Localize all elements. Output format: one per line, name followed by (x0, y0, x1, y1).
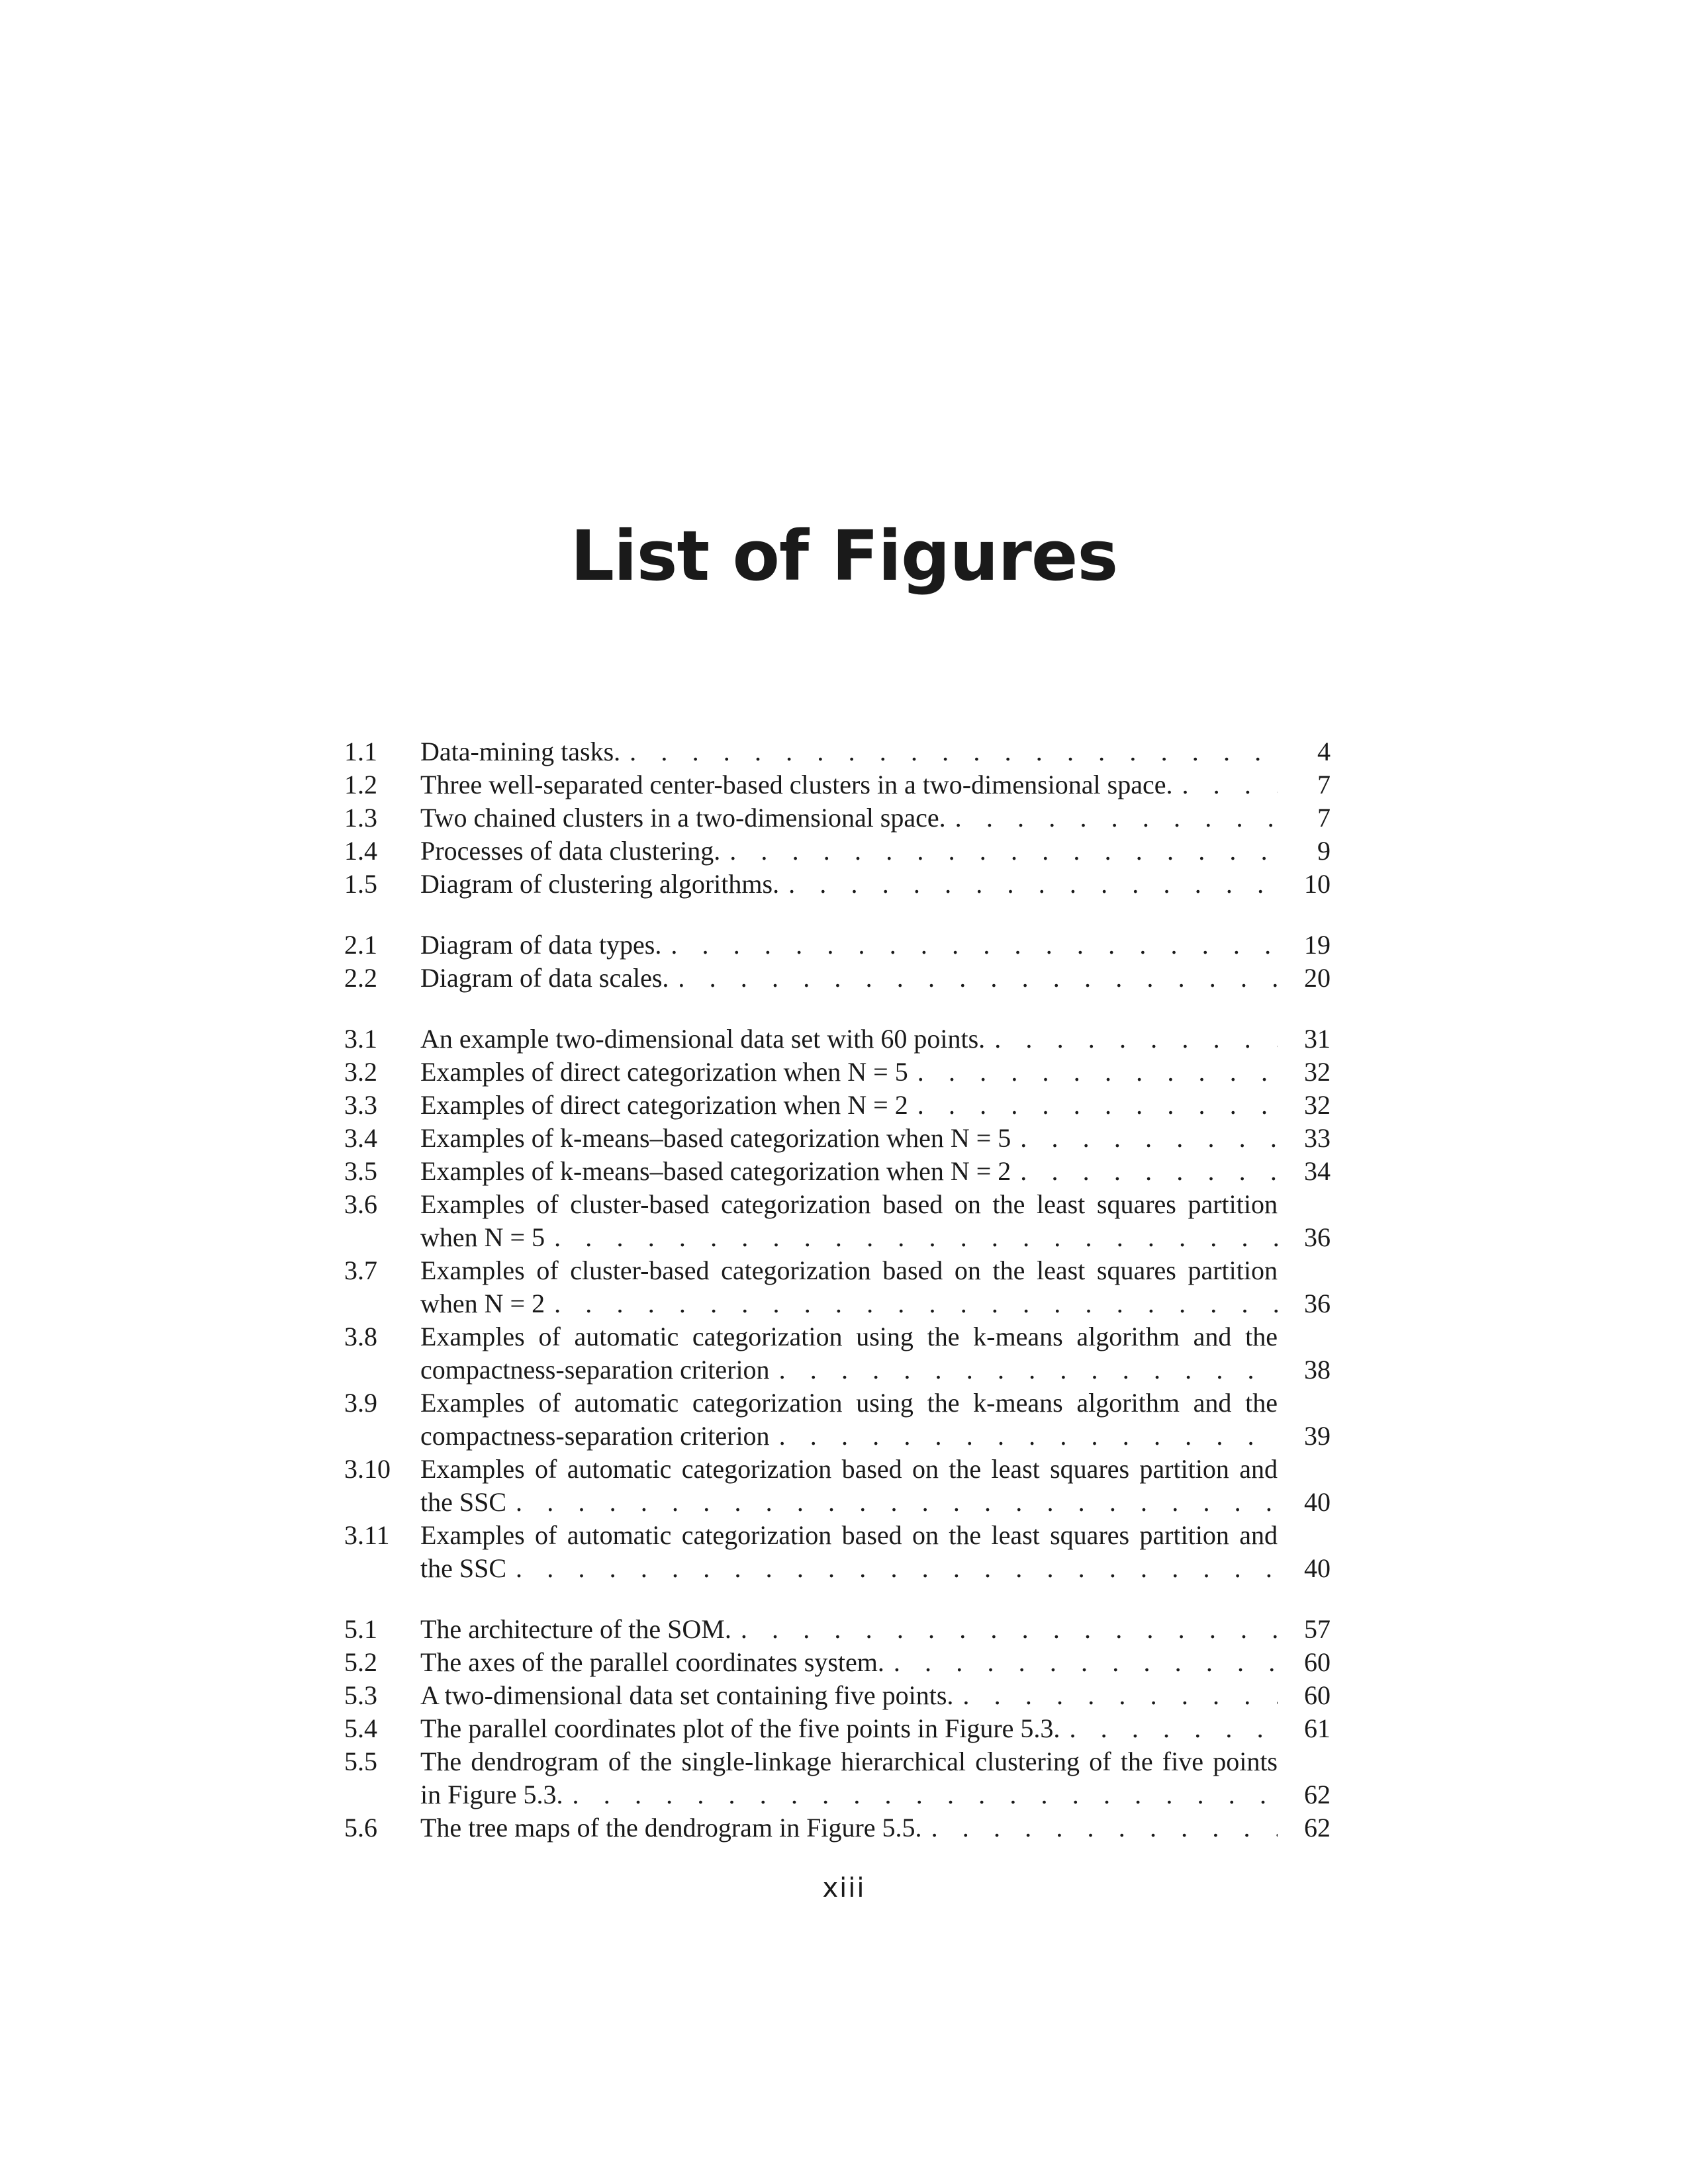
page-title: List of Figures (570, 516, 1118, 596)
caption-line: The dendrogram of the single-linkage hierarchical clustering of the five points (420, 1747, 1278, 1776)
caption-line (420, 1811, 1278, 1844)
caption-text: An example two-dimensional data set with 60 points. (420, 1024, 986, 1054)
caption-line: Examples of cluster-based categorization based on the least squares partition (420, 1255, 1278, 1285)
dot-leader (506, 1486, 1278, 1519)
figure-number: 1.5 (344, 869, 377, 899)
figure-entry[interactable] (344, 1453, 1331, 1519)
page-ref: 40 (1304, 1487, 1331, 1517)
dot-leader (770, 1353, 1278, 1387)
caption-text: when N = 2 (420, 1289, 545, 1318)
figure-caption (420, 929, 1278, 962)
figure-number: 3.3 (344, 1090, 377, 1120)
caption-text: The axes of the parallel coordinates system. (420, 1647, 884, 1677)
caption-line (420, 1056, 1278, 1089)
caption-text: Examples of k-means–based categorization when N = 5 (420, 1123, 1011, 1153)
dot-leader (720, 835, 1278, 868)
caption-line (420, 962, 1278, 995)
dot-leader (620, 735, 1278, 768)
figure-entry[interactable] (344, 735, 1331, 768)
caption-line: Examples of automatic categorization based on the least squares partition and (420, 1520, 1278, 1550)
figure-caption (420, 1646, 1278, 1679)
dot-leader (922, 1811, 1278, 1844)
figure-number: 1.3 (344, 803, 377, 833)
figure-caption (420, 1089, 1278, 1122)
figure-number: 2.1 (344, 930, 377, 960)
page-ref: 19 (1304, 930, 1331, 960)
figure-entry[interactable] (344, 1811, 1331, 1844)
figure-number: 5.1 (344, 1614, 377, 1644)
caption-line (420, 1420, 1278, 1453)
caption-line (420, 1023, 1278, 1056)
caption-line (420, 835, 1278, 868)
caption-text: Data-mining tasks. (420, 737, 621, 766)
page-ref: 4 (1317, 737, 1331, 766)
caption-line (420, 1646, 1278, 1679)
page-ref: 32 (1304, 1090, 1331, 1120)
caption-text: Diagram of clustering algorithms. (420, 869, 780, 899)
dot-leader (731, 1613, 1278, 1646)
dot-leader (1060, 1712, 1278, 1745)
figure-caption (420, 768, 1278, 801)
caption-line (420, 768, 1278, 801)
figure-entry[interactable] (344, 1155, 1331, 1188)
caption-text: The parallel coordinates plot of the five points in Figure 5.3. (420, 1713, 1060, 1743)
caption-text: A two-dimensional data set containing five points. (420, 1680, 954, 1710)
dot-leader (985, 1023, 1278, 1056)
figure-caption (420, 1679, 1278, 1712)
dot-leader (1011, 1122, 1278, 1155)
page-ref: 31 (1304, 1024, 1331, 1054)
figure-entry[interactable] (344, 1646, 1331, 1679)
caption-text: Two chained clusters in a two-dimensional space. (420, 803, 946, 833)
caption-line: Examples of automatic categorization using the k-means algorithm and the (420, 1388, 1278, 1418)
caption-text: The tree maps of the dendrogram in Figure 5.5. (420, 1813, 922, 1843)
caption-text: Diagram of data scales. (420, 963, 669, 993)
caption-text: Three well-separated center-based clusters in a two-dimensional space. (420, 770, 1173, 799)
page-ref: 20 (1304, 963, 1331, 993)
figure-entry[interactable] (344, 1712, 1331, 1745)
caption-line (420, 1221, 1278, 1254)
caption-text: the SSC (420, 1487, 507, 1517)
figure-caption (420, 1188, 1278, 1254)
figure-number: 5.4 (344, 1713, 377, 1743)
dot-leader (545, 1287, 1278, 1320)
page-ref: 10 (1304, 869, 1331, 899)
dot-leader (884, 1646, 1278, 1679)
caption-line: Examples of automatic categorization using the k-means algorithm and the (420, 1322, 1278, 1351)
caption-line (420, 1287, 1278, 1320)
figure-caption (420, 1519, 1278, 1585)
figure-caption (420, 1453, 1278, 1519)
figure-group (344, 929, 1331, 995)
figure-caption (420, 1023, 1278, 1056)
page-ref: 36 (1304, 1289, 1331, 1318)
figure-caption (420, 735, 1278, 768)
page-ref: 61 (1304, 1713, 1331, 1743)
caption-line (420, 1613, 1278, 1646)
page-ref: 32 (1304, 1057, 1331, 1087)
figure-number: 3.7 (344, 1255, 377, 1285)
caption-line (420, 1353, 1278, 1387)
page-ref: 62 (1304, 1780, 1331, 1809)
caption-line (420, 1552, 1278, 1585)
figure-caption (420, 1745, 1278, 1811)
caption-text: The architecture of the SOM. (420, 1614, 731, 1644)
figure-number: 1.1 (344, 737, 377, 766)
figure-caption (420, 1254, 1278, 1320)
figure-group (344, 1613, 1331, 1844)
figure-caption (420, 868, 1278, 901)
figure-number: 5.5 (344, 1747, 377, 1776)
figure-caption (420, 1155, 1278, 1188)
figure-number: 3.4 (344, 1123, 377, 1153)
page-ref: 33 (1304, 1123, 1331, 1153)
figure-entry[interactable] (344, 835, 1331, 868)
figure-entry[interactable] (344, 1519, 1331, 1585)
dot-leader (1011, 1155, 1278, 1188)
figure-number: 3.1 (344, 1024, 377, 1054)
caption-line (420, 1712, 1278, 1745)
figure-caption (420, 1387, 1278, 1453)
figure-entry[interactable] (344, 1089, 1331, 1122)
caption-line (420, 1155, 1278, 1188)
figure-entry[interactable] (344, 768, 1331, 801)
figure-caption (420, 1320, 1278, 1387)
page-ref: 38 (1304, 1355, 1331, 1385)
figure-entry[interactable] (344, 962, 1331, 995)
caption-text: Examples of k-means–based categorization when N = 2 (420, 1156, 1011, 1186)
figure-number: 1.2 (344, 770, 377, 799)
page-ref: 7 (1317, 803, 1331, 833)
figure-number: 3.11 (344, 1520, 390, 1550)
caption-line (420, 1679, 1278, 1712)
figure-entry[interactable] (344, 1056, 1331, 1089)
figure-caption (420, 1056, 1278, 1089)
dot-leader (563, 1778, 1278, 1811)
dot-leader (506, 1552, 1278, 1585)
caption-text: Examples of direct categorization when N = 5 (420, 1057, 908, 1087)
dot-leader (908, 1089, 1278, 1122)
figure-entry[interactable] (344, 801, 1331, 835)
caption-text: Examples of direct categorization when N = 2 (420, 1090, 908, 1120)
figure-caption (420, 801, 1278, 835)
caption-line (420, 801, 1278, 835)
caption-line (420, 868, 1278, 901)
figure-number: 3.10 (344, 1454, 391, 1484)
list-of-figures (344, 735, 1331, 1844)
dot-leader (953, 1679, 1278, 1712)
caption-line (420, 1486, 1278, 1519)
caption-line (420, 1778, 1278, 1811)
figure-entry[interactable] (344, 1745, 1331, 1811)
dot-leader (669, 962, 1278, 995)
figure-number: 3.9 (344, 1388, 377, 1418)
figure-caption (420, 1811, 1278, 1844)
caption-text: in Figure 5.3. (420, 1780, 563, 1809)
page-ref: 9 (1317, 836, 1331, 866)
page-ref: 60 (1304, 1680, 1331, 1710)
dot-leader (661, 929, 1278, 962)
caption-text: compactness-separation criterion (420, 1421, 770, 1451)
caption-text: the SSC (420, 1553, 507, 1583)
dot-leader (1172, 768, 1278, 801)
figure-number: 3.6 (344, 1189, 377, 1219)
caption-line: Examples of automatic categorization based on the least squares partition and (420, 1454, 1278, 1484)
dot-leader (779, 868, 1278, 901)
caption-line (420, 929, 1278, 962)
caption-text: compactness-separation criterion (420, 1355, 770, 1385)
figure-number: 5.2 (344, 1647, 377, 1677)
caption-text: when N = 5 (420, 1222, 545, 1252)
dot-leader (908, 1056, 1278, 1089)
figure-entry[interactable] (344, 868, 1331, 901)
figure-caption (420, 1712, 1278, 1745)
dot-leader (946, 801, 1278, 835)
page-ref: 34 (1304, 1156, 1331, 1186)
caption-line (420, 1122, 1278, 1155)
figure-number: 2.2 (344, 963, 377, 993)
figure-entry[interactable] (344, 929, 1331, 962)
caption-line (420, 1089, 1278, 1122)
page-ref: 7 (1317, 770, 1331, 799)
figure-entry[interactable] (344, 1679, 1331, 1712)
dot-leader (545, 1221, 1278, 1254)
figure-entry[interactable] (344, 1320, 1331, 1387)
figure-number: 3.8 (344, 1322, 377, 1351)
figure-entry[interactable] (344, 1023, 1331, 1056)
figure-entry[interactable] (344, 1122, 1331, 1155)
figure-caption (420, 962, 1278, 995)
page-ref: 60 (1304, 1647, 1331, 1677)
dot-leader (770, 1420, 1278, 1453)
page-ref: 57 (1304, 1614, 1331, 1644)
figure-entry[interactable] (344, 1613, 1331, 1646)
figure-group (344, 1023, 1331, 1585)
page-ref: 39 (1304, 1421, 1331, 1451)
figure-number: 5.3 (344, 1680, 377, 1710)
page-ref: 40 (1304, 1553, 1331, 1583)
figure-group (344, 735, 1331, 901)
figure-entry[interactable] (344, 1188, 1331, 1254)
figure-caption (420, 835, 1278, 868)
figure-number: 1.4 (344, 836, 377, 866)
caption-text: Diagram of data types. (420, 930, 662, 960)
figure-caption (420, 1122, 1278, 1155)
page-ref: 36 (1304, 1222, 1331, 1252)
figure-entry[interactable] (344, 1254, 1331, 1320)
figure-entry[interactable] (344, 1387, 1331, 1453)
figure-number: 3.2 (344, 1057, 377, 1087)
figure-caption (420, 1613, 1278, 1646)
figure-number: 3.5 (344, 1156, 377, 1186)
page-ref: 62 (1304, 1813, 1331, 1843)
caption-line: Examples of cluster-based categorization based on the least squares partition (420, 1189, 1278, 1219)
page-number: xiii (822, 1873, 866, 1903)
caption-text: Processes of data clustering. (420, 836, 721, 866)
figure-number: 5.6 (344, 1813, 377, 1843)
caption-line (420, 735, 1278, 768)
